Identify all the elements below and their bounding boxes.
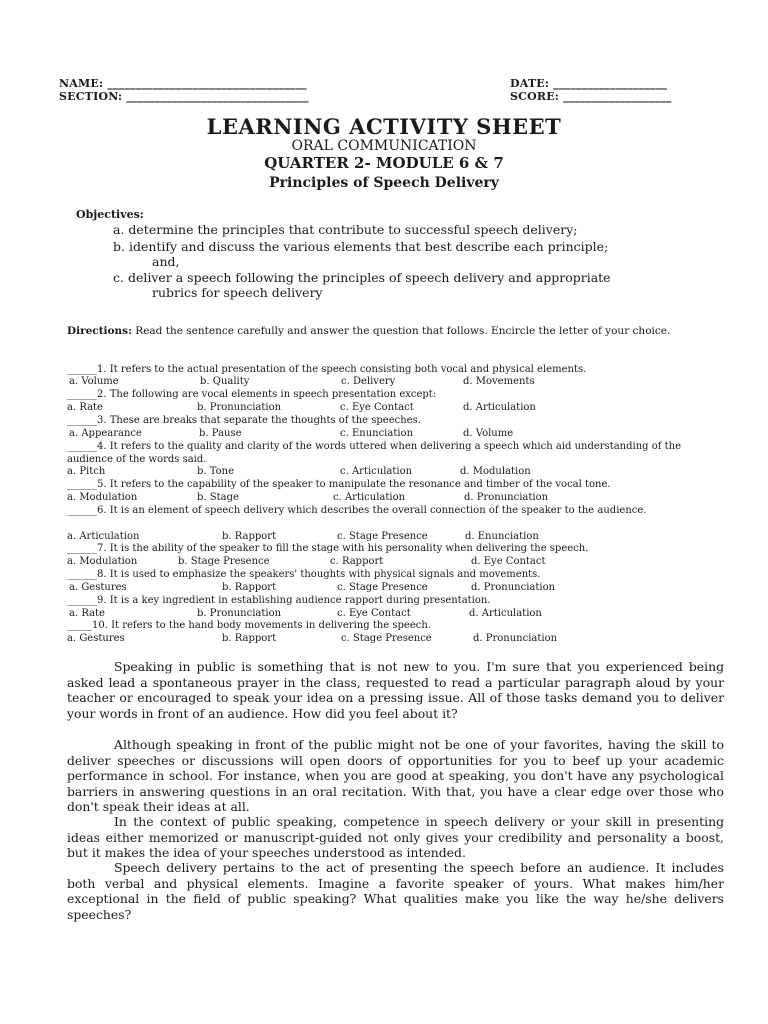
choice-8a[interactable]: a. Gestures — [69, 582, 127, 593]
paragraph-text: In the context of public speaking, competence in speech delivery or your skill in presenting ideas either memorized or manuscript-guided not only gives your credibility and personality a boost, but it makes the idea of your speeches understood as intended. — [67, 814, 724, 861]
choice-10d[interactable]: d. Pronunciation — [473, 633, 558, 644]
choice-5c[interactable]: c. Articulation — [333, 492, 406, 503]
choice-9c[interactable]: c. Eye Contact — [337, 608, 411, 619]
reading-paragraph-3 — [67, 814, 724, 861]
score-field[interactable]: SCORE: ___________________ — [510, 90, 672, 103]
choice-3c[interactable]: c. Enunciation — [340, 428, 414, 439]
choice-1a[interactable]: a. Volume — [69, 376, 119, 387]
choice-9b[interactable]: b. Pronunciation — [197, 608, 282, 619]
objective-text: a. determine the principles that contribute to successful speech delivery; — [113, 222, 578, 237]
choice-5b[interactable]: b. Stage — [197, 492, 239, 503]
objective-item — [113, 222, 723, 237]
choice-6a[interactable]: a. Articulation — [67, 531, 140, 542]
choice-2b[interactable]: b. Pronunciation — [197, 402, 282, 413]
paragraph-text: Speech delivery pertains to the act of presenting the speech before an audience. It includes both verbal and physical elements. Imagine a favorite speaker of yours. What makes him/her exceptional in the field of public speaking? What qualities make you like the way he/she delivers speeches? — [67, 860, 724, 922]
date-field[interactable]: DATE: ____________________ — [510, 77, 668, 90]
choice-4b[interactable]: b. Tone — [197, 466, 235, 477]
choice-5a[interactable]: a. Modulation — [67, 492, 138, 503]
question-5: ______5. It refers to the capability of the speaker to manipulate the resonance and timber of the vocal tone. — [67, 479, 611, 490]
objective-item — [113, 239, 723, 269]
question-1: ______1. It refers to the actual presentation of the speech consisting both vocal and physical elements. — [67, 364, 587, 375]
reading-paragraph-1 — [67, 659, 724, 721]
choice-7d[interactable]: d. Eye Contact — [471, 556, 546, 567]
choice-2d[interactable]: d. Articulation — [463, 402, 536, 413]
choice-8b[interactable]: b. Rapport — [222, 582, 277, 593]
subject-title: ORAL COMMUNICATION — [291, 138, 477, 154]
directions-text: Read the sentence carefully and answer the question that follows. Encircle the letter of your choice. — [131, 325, 671, 337]
choice-4d[interactable]: d. Modulation — [460, 466, 531, 477]
choice-8d[interactable]: d. Pronunciation — [471, 582, 556, 593]
question-10: _____10. It refers to the hand body movements in delivering the speech. — [67, 620, 431, 631]
reading-paragraph-2 — [67, 737, 724, 815]
choice-3a[interactable]: a. Appearance — [69, 428, 142, 439]
choice-1d[interactable]: d. Movements — [463, 376, 535, 387]
directions-label: Directions: — [67, 325, 132, 337]
choice-4c[interactable]: c. Articulation — [340, 466, 413, 477]
objective-item — [113, 270, 723, 300]
choice-3d[interactable]: d. Volume — [463, 428, 514, 439]
choice-10a[interactable]: a. Gestures — [67, 633, 125, 644]
sheet-title: LEARNING ACTIVITY SHEET — [206, 114, 562, 139]
choice-1b[interactable]: b. Quality — [200, 376, 250, 387]
choice-6d[interactable]: d. Enunciation — [465, 531, 539, 542]
topic-title: Principles of Speech Delivery — [269, 175, 499, 191]
name-field[interactable]: NAME: ___________________________________ — [59, 77, 307, 90]
question-8: ______8. It is used to emphasize the speakers' thoughts with physical signals and movements. — [67, 569, 541, 580]
question-9: ______9. It is a key ingredient in establishing audience rapport during presentation. — [67, 595, 491, 606]
choice-8c[interactable]: c. Stage Presence — [337, 582, 428, 593]
choice-6b[interactable]: b. Rapport — [222, 531, 277, 542]
choice-9a[interactable]: a. Rate — [69, 608, 105, 619]
objective-text: b. identify and discuss the various elements that best describe each principle; — [113, 239, 609, 254]
quarter-title: QUARTER 2- MODULE 6 & 7 — [264, 154, 504, 172]
choice-7b[interactable]: b. Stage Presence — [178, 556, 270, 567]
choice-7c[interactable]: c. Rapport — [330, 556, 384, 567]
objectives-label: Objectives: — [76, 208, 144, 221]
choice-5d[interactable]: d. Pronunciation — [464, 492, 549, 503]
choice-7a[interactable]: a. Modulation — [67, 556, 138, 567]
reading-paragraph-4 — [67, 860, 724, 922]
question-2: ______2. The following are vocal elements in speech presentation except: — [67, 389, 437, 400]
objective-continuation: rubrics for speech delivery — [152, 285, 323, 300]
question-3: ______3. These are breaks that separate the thoughts of the speeches. — [67, 415, 421, 426]
question-6: ______6. It is an element of speech delivery which describes the overall connection of the speaker to the audience. — [67, 505, 647, 516]
choice-2a[interactable]: a. Rate — [67, 402, 103, 413]
choice-10c[interactable]: c. Stage Presence — [341, 633, 432, 644]
objective-continuation: and, — [152, 254, 180, 269]
paragraph-text: Speaking in public is something that is not new to you. I'm sure that you experienced being asked lead a spontaneous prayer in the class, requested to read a particular paragraph aloud by your teacher or encouraged to speak your idea on a pressing issue. All of those tasks demand you to deliver your words in front of an audience. How did you feel about it? — [67, 659, 724, 721]
objective-text: c. deliver a speech following the principles of speech delivery and appropriate — [113, 270, 611, 285]
paragraph-text: Although speaking in front of the public might not be one of your favorites, having the skill to deliver speeches or discussions will open doors of opportunities for you to beef up your academic performance in school. For instance, when you are good at speaking, you don't have any psychological barriers in answering questions in an oral recitation. With that, you have a clear edge over those who don't speak their ideas at all. — [67, 737, 724, 815]
directions — [67, 325, 724, 338]
question-7: ______7. It is the ability of the speaker to fill the stage with his personality when delivering the speech. — [67, 543, 589, 554]
section-field[interactable]: SECTION: ________________________________ — [59, 90, 309, 103]
choice-9d[interactable]: d. Articulation — [469, 608, 542, 619]
choice-6c[interactable]: c. Stage Presence — [337, 531, 428, 542]
choice-1c[interactable]: c. Delivery — [341, 376, 396, 387]
choice-3b[interactable]: b. Pause — [199, 428, 242, 439]
choice-10b[interactable]: b. Rapport — [222, 633, 277, 644]
choice-2c[interactable]: c. Eye Contact — [340, 402, 414, 413]
question-4: ______4. It refers to the quality and clarity of the words uttered when delivering a speech which aid understanding of the audience of the words said. — [67, 441, 682, 465]
choice-4a[interactable]: a. Pitch — [67, 466, 106, 477]
